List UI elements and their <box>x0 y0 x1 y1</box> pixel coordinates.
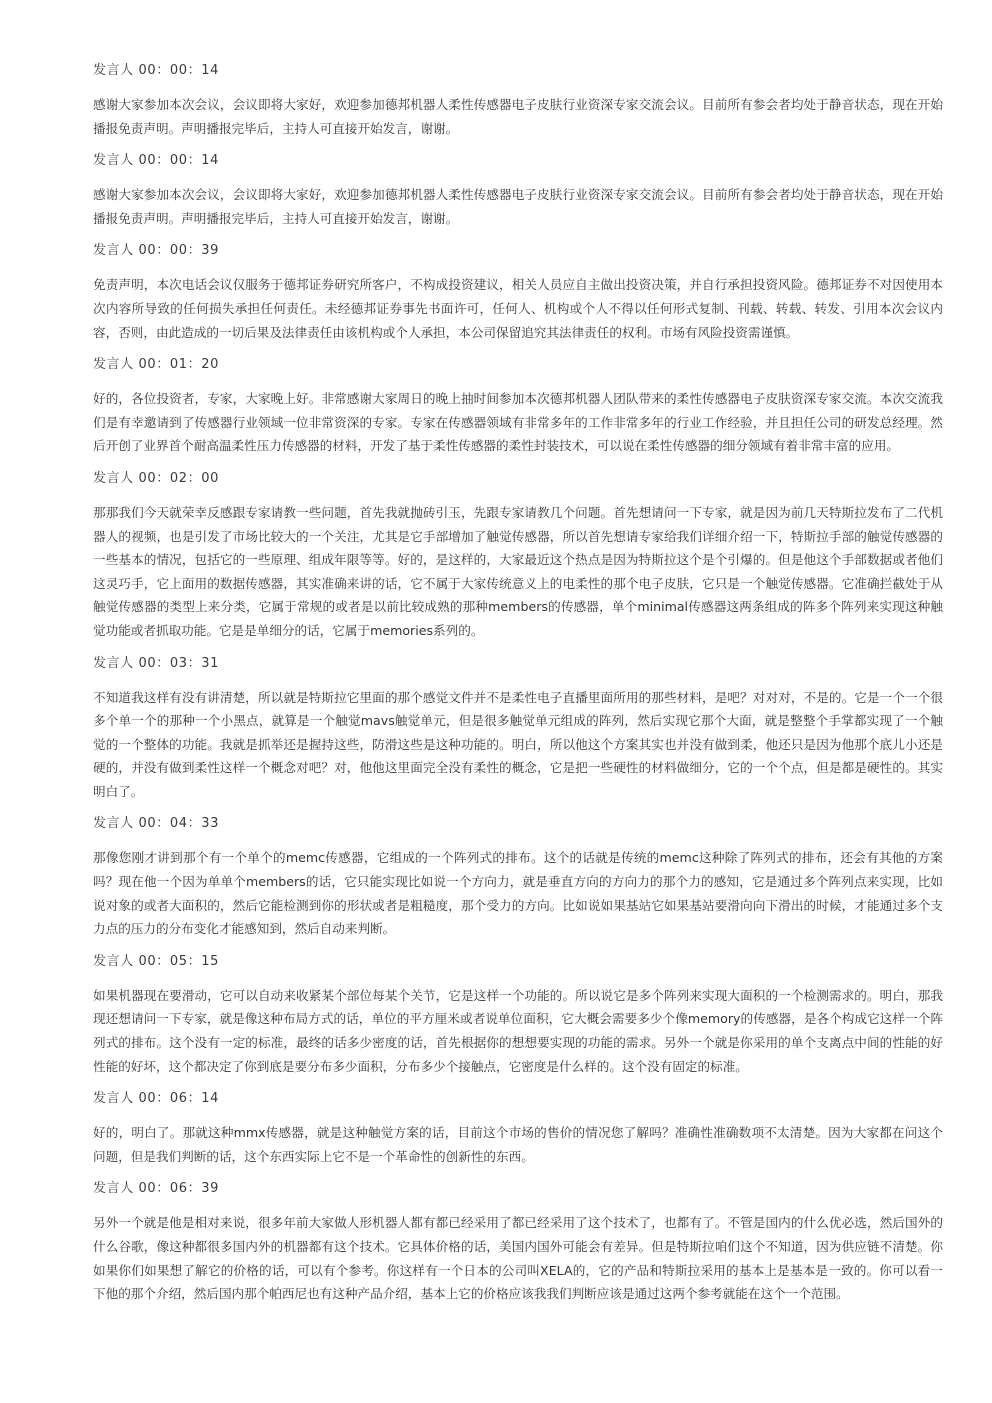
speaker-timestamp: 发言人 00：05：15 <box>93 953 219 969</box>
speech-text: 不知道我这样有没有讲清楚，所以就是特斯拉它里面的那个感觉文件并不是柔性电子直播里面所用的那些材料，是吧？对对对，不是的。它是一个一个很多个单一个的那种一个小黑点，就算是一个触觉mavs触觉单元，但是很多触觉单元组成的阵列，然后实现它那个大面，就是整整个手掌都实现了一个触觉的一个整体的功能。我就是抓举还是握持这些，防滑这些是这种功能的。明白，所以他这个方案其实也并没有做到柔，他还只是因为他那个底儿小还是硬的，并没有做到柔性这样一个概念对吧？对，他他这里面完全没有柔性的概念，它是把一些硬性的材料做细分，它的一个个点，但是都是硬性的。其实明白了。 <box>93 689 943 799</box>
speaker-timestamp: 发言人 00：01：20 <box>93 357 219 373</box>
speaker-timestamp: 发言人 00：06：39 <box>93 1181 219 1197</box>
speech-text: 另外一个就是他是相对来说，很多年前大家做人形机器人都有都已经采用了都已经采用了这个技术了，也都有了。不管是国内的什么优必选，然后国外的什么谷歌，像这种都很多国内外的机器都有这个技术。它具体价格的话，美国内国外可能会有差异。但是特斯拉咱们这个不知道，因为供应链不清楚。你如果你们如果想了解它的价格的话，可以有个参考。你这样有一个日本的公司叫XELA的，它的产品和特斯拉采用的基本上是基本是一致的。你可以看一下他的那个介绍，然后国内那个帕西尼也有这种产品介绍，基本上它的价格应该我我们判断应该是通过这两个参考就能在这个一个范围。 <box>93 1215 943 1302</box>
speech-text: 感谢大家参加本次会议，会议即将大家好，欢迎参加德邦机器人柔性传感器电子皮肤行业资深专家交流会议。目前所有参会者均处于静音状态，现在开始播报免责声明。声明播报完毕后，主持人可直接开始发言，谢谢。 <box>93 187 943 226</box>
speech-text: 那那我们今天就荣幸反感跟专家请教一些问题，首先我就抛砖引玉，先跟专家请教几个问题。首先想请问一下专家，就是因为前几天特斯拉发布了二代机器人的视频，也是引发了市场比较大的一个关注，尤其是它手部增加了触觉传感器，所以首先想请专家给我们详细介绍一下，特斯拉手部的触觉传感器的一些基本的情况，包括它的一些原理、组成年限等等。好的，是这样的，大家最近这个热点是因为特斯拉这个是个引爆的。但是他这个手部数据或者他们这灵巧手，它上面用的数据传感器，其实准确来讲的话，它不属于大家传统意义上的电柔性的那个电子皮肤，它只是一个触觉传感器。它准确拦截处于从触觉传感器的类型上来分类，它属于常规的或者是以前比较成熟的那种members的传感器，单个minimal传感器这两条组成的阵多个阵列来实现这种触觉功能或者抓取功能。它是是单细分的话，它属于memories系列的。 <box>93 504 943 638</box>
speaker-timestamp: 发言人 00：04：33 <box>93 816 219 832</box>
speech-text: 如果机器现在要滑动，它可以自动来收紧某个部位每某个关节，它是这样一个功能的。所以说它是多个阵列来实现大面积的一个检测需求的。明白，那我现还想请问一下专家，就是像这种布局方式的话，单位的平方厘米或者说单位面积，它大概会需要多少个像memory的传感器，是各个构成它这样一个阵列式的排布。这个没有一定的标准，最终的话多少密度的话，首先根据你的想想要实现的功能的需求。另外一个就是你采用的单个支离点中间的性能的好性能的好坏，这个都决定了你到底是要分布多少面积，分布多少个接触点，它密度是什么样的。这个没有固定的标准。 <box>93 987 943 1074</box>
speaker-timestamp: 发言人 00：02：00 <box>93 470 219 486</box>
transcript-entry-8 <box>93 953 943 1078</box>
transcript-entry-2 <box>93 152 943 230</box>
speaker-timestamp: 发言人 00：06：14 <box>93 1091 219 1107</box>
transcript-entry-7 <box>93 815 943 940</box>
speech-text: 那像您刚才讲到那个有一个单个的memc传感器，它组成的一个阵列式的排布。这个的话就是传统的memc这种除了阵列式的排布，还会有其他的方案吗？现在他一个因为单单个members的话，它只能实现比如说一个方向力，就是垂直方向的方向力的那个力的感知，它是通过多个阵列点来实现，比如说对象的或者大面积的，然后它能检测到你的形状或者是粗糙度，那个受力的方向。比如说如果基站它如果基站要滑向向下滑出的时候，才能通过多个支力点的压力的分布变化才能感知到，然后自动来判断。 <box>93 850 943 937</box>
transcript-entry-5 <box>93 470 943 643</box>
transcript-entry-4 <box>93 356 943 458</box>
speech-text: 好的，各位投资者，专家，大家晚上好。非常感谢大家周日的晚上抽时间参加本次德邦机器人团队带来的柔性传感器电子皮肤资深专家交流。本次交流我们是有幸邀请到了传感器行业领域一位非常资深的专家。专家在传感器领域有非常多年的工作非常多年的行业工作经验，并且担任公司的研发总经理。然后开创了业界首个耐高温柔性压力传感器的材料，开发了基于柔性传感器的柔性封装技术，可以说在柔性传感器的细分领域有着非常丰富的应用。 <box>93 391 943 454</box>
transcript-page <box>93 62 943 1318</box>
speaker-timestamp: 发言人 00：03：31 <box>93 655 219 671</box>
transcript-entry-3 <box>93 242 943 344</box>
speech-text: 免责声明，本次电话会议仅服务于德邦证券研究所客户，不构成投资建议，相关人员应自主做出投资决策，并自行承担投资风险。德邦证券不对因使用本次内容所导致的任何损失承担任何责任。未经德邦证券事先书面许可，任何人、机构或个人不得以任何形式复制、刊载、转载、转发、引用本次会议内容，否则，由此造成的一切后果及法律责任由该机构或个人承担，本公司保留追究其法律责任的权利。市场有风险投资需谨慎。 <box>93 277 943 340</box>
transcript-entry-1 <box>93 62 943 140</box>
speaker-timestamp: 发言人 00：00：14 <box>93 153 219 169</box>
transcript-entry-10 <box>93 1180 943 1305</box>
transcript-entry-6 <box>93 655 943 804</box>
speech-text: 好的，明白了。那就这种mmx传感器，就是这种触觉方案的话，目前这个市场的售价的情况您了解吗？准确性准确数项不太清楚。因为大家都在问这个问题，但是我们判断的话，这个东西实际上它不是一个革命性的创新性的东西。 <box>93 1125 943 1164</box>
transcript-entry-9 <box>93 1090 943 1168</box>
speaker-timestamp: 发言人 00：00：39 <box>93 243 219 259</box>
speech-text: 感谢大家参加本次会议，会议即将大家好，欢迎参加德邦机器人柔性传感器电子皮肤行业资深专家交流会议。目前所有参会者均处于静音状态，现在开始播报免责声明。声明播报完毕后，主持人可直接开始发言，谢谢。 <box>93 97 943 136</box>
speaker-timestamp: 发言人 00：00：14 <box>93 63 219 78</box>
